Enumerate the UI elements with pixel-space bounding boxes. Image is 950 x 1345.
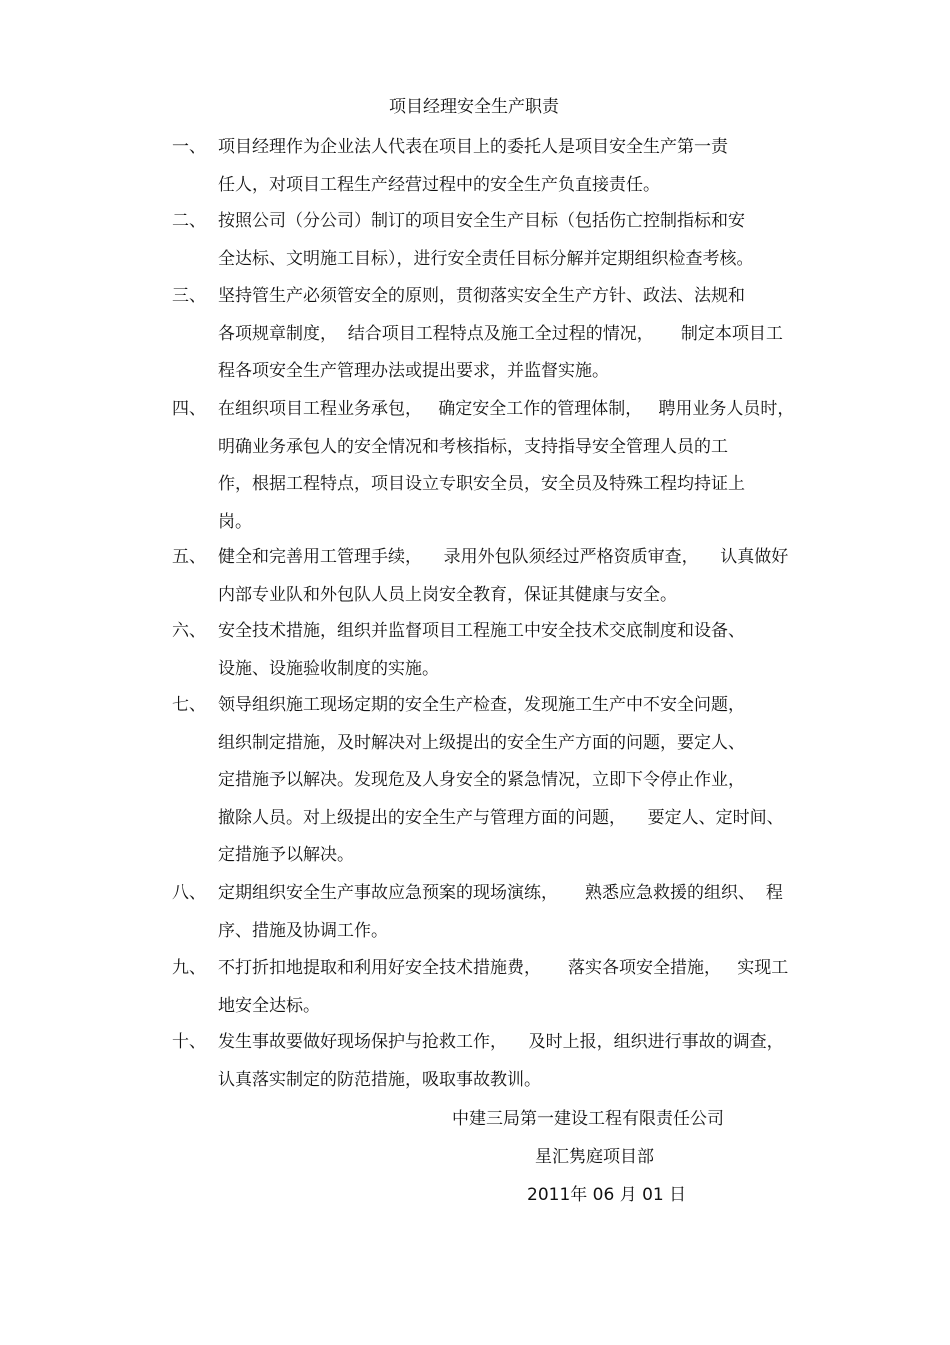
item-number: 一、 — [172, 137, 206, 157]
footer-company: 中建三局第一建设工程有限责任公司 — [452, 1109, 724, 1129]
item-number: 五、 — [172, 547, 206, 567]
item-text-line: 不打折扣地提取和利用好安全技术措施费， 落实各项安全措施， 实现工 — [218, 958, 789, 978]
item-text-line: 定期组织安全生产事故应急预案的现场演练， 熟悉应急救援的组织、 程 — [218, 883, 783, 903]
item-number: 九、 — [172, 958, 206, 978]
item-text-line: 领导组织施工现场定期的安全生产检查，发现施工生产中不安全问题， — [218, 695, 745, 715]
item-text-line: 定措施予以解决。 — [218, 845, 354, 865]
item-text-line: 认真落实制定的防范措施，吸取事故教训。 — [218, 1069, 541, 1090]
item-text-line: 安全技术措施，组织并监督项目工程施工中安全技术交底制度和设备、 — [218, 621, 745, 641]
item-number: 十、 — [172, 1032, 206, 1052]
item-text-line: 按照公司（分公司）制订的项目安全生产目标（包括伤亡控制指标和安 — [218, 211, 745, 231]
item-number: 四、 — [172, 399, 206, 419]
item-text-line: 明确业务承包人的安全情况和考核指标，支持指导安全管理人员的工 — [218, 436, 728, 457]
item-text-line: 岗。 — [218, 511, 252, 532]
item-text-line: 在组织项目工程业务承包， 确定安全工作的管理体制， 聘用业务人员时， — [218, 399, 795, 419]
item-text-line: 地安全达标。 — [218, 995, 320, 1016]
item-text-line: 定措施予以解决。发现危及人身安全的紧急情况，立即下令停止作业， — [218, 770, 745, 790]
footer-department: 星汇隽庭项目部 — [535, 1147, 654, 1167]
document-title-text: 项目经理安全生产职责 — [389, 97, 559, 117]
item-text-line: 组织制定措施，及时解决对上级提出的安全生产方面的问题，要定人、 — [218, 732, 745, 753]
item-text-line: 发生事故要做好现场保护与抢救工作， 及时上报，组织进行事故的调查， — [218, 1032, 784, 1052]
item-text-line: 序、措施及协调工作。 — [218, 920, 388, 941]
item-text-line: 撤除人员。对上级提出的安全生产与管理方面的问题， 要定人、定时间、 — [218, 807, 784, 828]
item-text-line: 全达标、文明施工目标），进行安全责任目标分解并定期组织检查考核。 — [218, 248, 754, 269]
item-number: 六、 — [172, 621, 206, 641]
footer-date: 2011年 06 月 01 日 — [527, 1185, 687, 1205]
item-number: 二、 — [172, 211, 206, 231]
item-number: 三、 — [172, 286, 206, 306]
item-text-line: 任人，对项目工程生产经营过程中的安全生产负直接责任。 — [218, 174, 660, 195]
item-text-line: 程各项安全生产管理办法或提出要求，并监督实施。 — [218, 361, 609, 381]
document-title — [0, 96, 950, 118]
item-text-line: 内部专业队和外包队人员上岗安全教育，保证其健康与安全。 — [218, 584, 677, 605]
item-text-line: 坚持管生产必须管安全的原则，贯彻落实安全生产方针、政法、法规和 — [218, 286, 745, 306]
item-text-line: 项目经理作为企业法人代表在项目上的委托人是项目安全生产第一责 — [218, 137, 728, 157]
item-number: 八、 — [172, 883, 206, 903]
item-text-line: 健全和完善用工管理手续， 录用外包队须经过严格资质审查， 认真做好 — [218, 547, 789, 567]
item-text-line: 设施、设施验收制度的实施。 — [218, 658, 439, 679]
item-text-line: 作，根据工程特点，项目设立专职安全员，安全员及特殊工程均持证上 — [218, 474, 745, 494]
item-text-line: 各项规章制度， 结合项目工程特点及施工全过程的情况， 制定本项目工 — [218, 323, 783, 344]
item-number: 七、 — [172, 695, 206, 715]
